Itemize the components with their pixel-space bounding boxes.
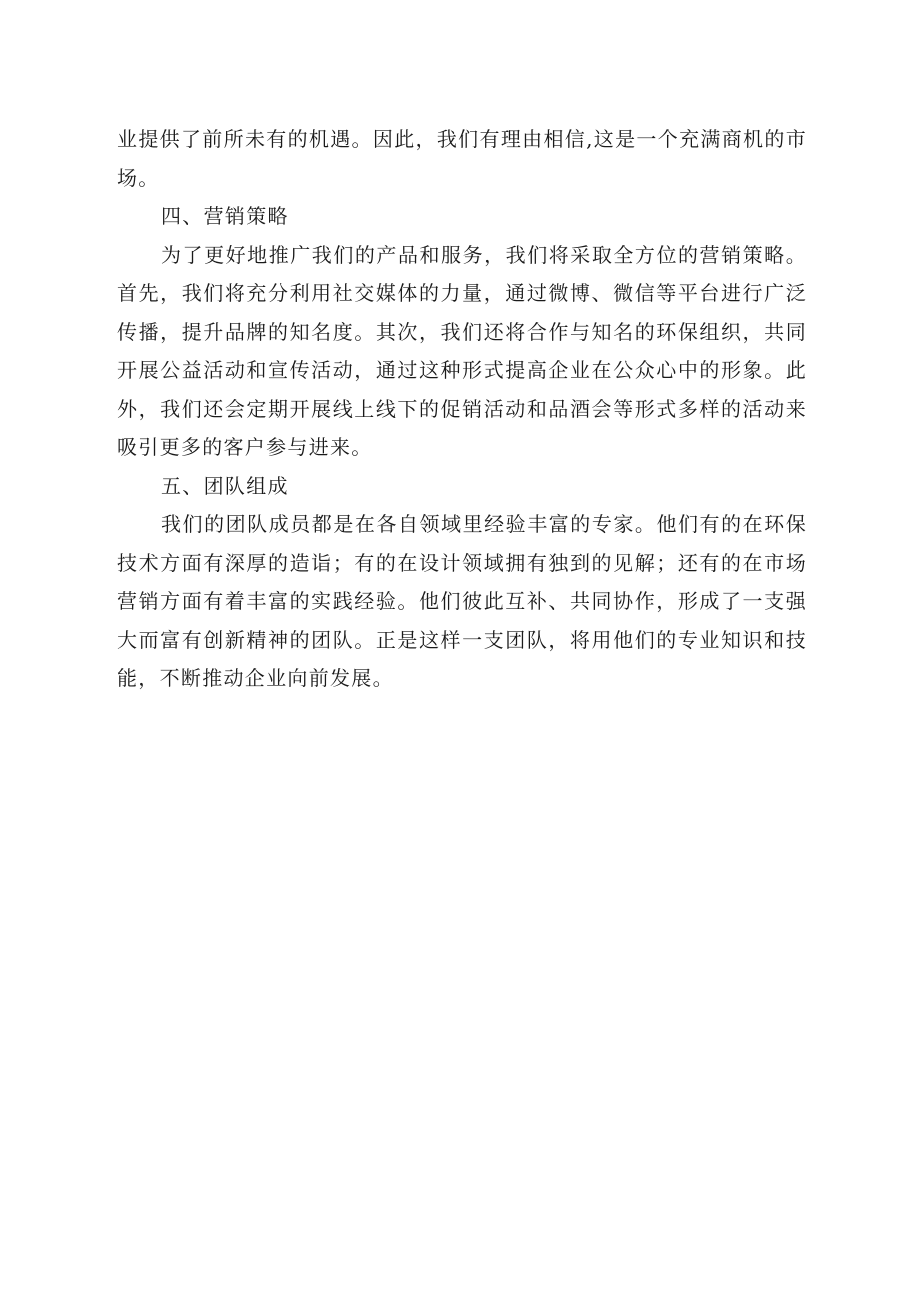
continuation-paragraph: 业提供了前所未有的机遇。因此，我们有理由相信,这是一个充满商机的市场。 (117, 127, 807, 190)
section-body-marketing: 为了更好地推广我们的产品和服务，我们将采取全方位的营销策略。首先，我们将充分利用社交媒体的力量，通过微博、微信等平台进行广泛传播，提升品牌的知名度。其次，我们还将合作与知名的环保组织，共同开展公益活动和宣传活动，通过这种形式提高企业在公众心中的形象。此外，我们还会定期开展线上线下的促销活动和品酒会等形式多样的活动来吸引更多的客户参与进来。 (117, 242, 807, 459)
section-body-team: 我们的团队成员都是在各自领域里经验丰富的专家。他们有的在环保技术方面有深厚的造诣；有的在设计领域拥有独到的见解；还有的在市场营销方面有着丰富的实践经验。他们彼此互补、共同协作，形成了一支强大而富有创新精神的团队。正是这样一支团队，将用他们的专业知识和技能，不断推动企业向前发展。 (117, 512, 807, 690)
section-heading-team: 五、团队组成 (161, 473, 289, 498)
section-heading-marketing: 四、营销策略 (161, 204, 289, 228)
document-body (117, 120, 807, 698)
